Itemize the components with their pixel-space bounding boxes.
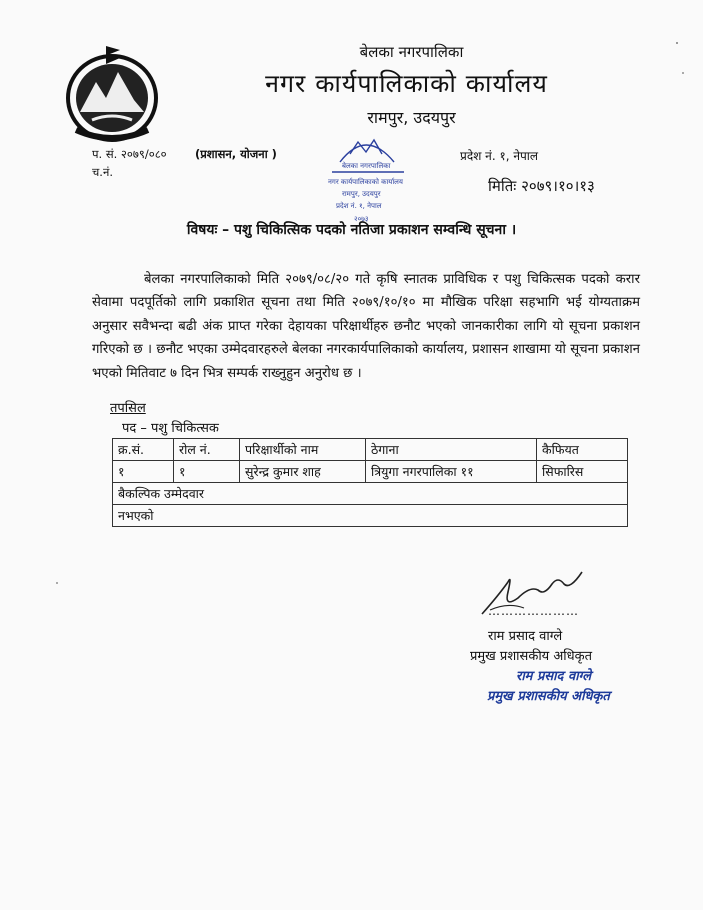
table-row-alternate-value <box>113 505 628 527</box>
cell-remarks: सिफारिस <box>537 461 628 483</box>
signatory-title: प्रमुख प्रशासकीय अधिकृत <box>470 649 593 664</box>
schedule-heading: तपसिल <box>110 401 146 416</box>
office-location: रामपुर, उदयपुर <box>367 108 456 127</box>
scan-speck <box>676 42 678 44</box>
header-name: परिक्षार्थीको नाम <box>240 439 366 461</box>
header-remarks: कैफियत <box>537 439 628 461</box>
svg-text:बेलका नगरपालिका: बेलका नगरपालिका <box>342 162 391 170</box>
table-header-row <box>113 439 628 461</box>
svg-text:२०७३: २०७३ <box>354 215 369 223</box>
municipality-name: बेलका नगरपालिका <box>359 43 464 61</box>
office-title: नगर कार्यपालिकाको कार्यालय <box>265 69 548 98</box>
svg-text:प्रदेश नं. १, नेपाल: प्रदेश नं. १, नेपाल <box>336 202 382 210</box>
department-label: (प्रशासन, योजना ) <box>195 147 277 161</box>
results-table <box>112 438 628 527</box>
signatory-name: राम प्रसाद वाग्ले <box>488 629 563 644</box>
scan-speck <box>56 582 58 584</box>
province-label: प्रदेश नं. १, नेपाल <box>460 149 539 163</box>
cell-address: त्रियुगा नगरपालिका ११ <box>366 461 537 483</box>
alternate-candidate-label: बैकल्पिक उम्मेदवार <box>113 483 628 505</box>
table-row-alternate-label <box>113 483 628 505</box>
cell-roll: १ <box>174 461 240 483</box>
signature-line: ………………… <box>488 604 579 618</box>
letter-number: प. सं. २०७९/०८० <box>92 147 167 161</box>
notice-body: बेलका नगरपालिकाको मिति २०७९/०८/२० गते कृषि स्नातक प्राविधिक र पशु चिकित्सक पदको करार सेवामा पदपूर्तिको लागि प्रकाशित सूचना तथा मिति २०७९/१०/१० मा मौखिक परिक्षा सहभागि भई योग्यताक्रम अनुसार सवैभन्दा बढी अंक प्राप्त गरेका देहायका परिक्षार्थीहरु छनौट भएको जानकारीका लागि यो सूचना प्रकाशन गरिएको छ । छनौट भएका उम्मेदवारहरुले बेलका नगरकार्यपालिकाको कार्यालय, प्रशासन शाखामा यो सूचना प्रकाशन भएको मितिवाट ७ दिन भित्र सम्पर्क राख्नुहुन अनुरोध छ । <box>92 272 640 381</box>
office-stamp <box>320 132 412 224</box>
post-label: पद – पशु चिकित्सक <box>122 421 219 436</box>
letter-date: मितिः २०७९।१०।१३ <box>488 177 595 195</box>
cell-serial: १ <box>113 461 174 483</box>
scan-speck <box>682 72 684 74</box>
header-roll: रोल नं. <box>174 439 240 461</box>
subject-line: विषयः – पशु चिकित्सिक पदको नतिजा प्रकाशन सम्वन्धि सूचना । <box>186 222 517 238</box>
svg-text:रामपुर, उदयपुर: रामपुर, उदयपुर <box>342 190 381 198</box>
svg-text:नगर कार्यपालिकाको कार्यालय: नगर कार्यपालिकाको कार्यालय <box>328 178 403 186</box>
header-serial: क्र.सं. <box>113 439 174 461</box>
table-row <box>113 461 628 483</box>
dispatch-number: च.नं. <box>92 165 113 179</box>
alternate-candidate-value: नभएको <box>113 505 628 527</box>
cell-name: सुरेन्द्र कुमार शाह <box>240 461 366 483</box>
title-stamp: प्रमुख प्रशासकीय अधिकृत <box>487 689 610 704</box>
header-address: ठेगाना <box>366 439 537 461</box>
name-stamp: राम प्रसाद वाग्ले <box>516 669 592 684</box>
